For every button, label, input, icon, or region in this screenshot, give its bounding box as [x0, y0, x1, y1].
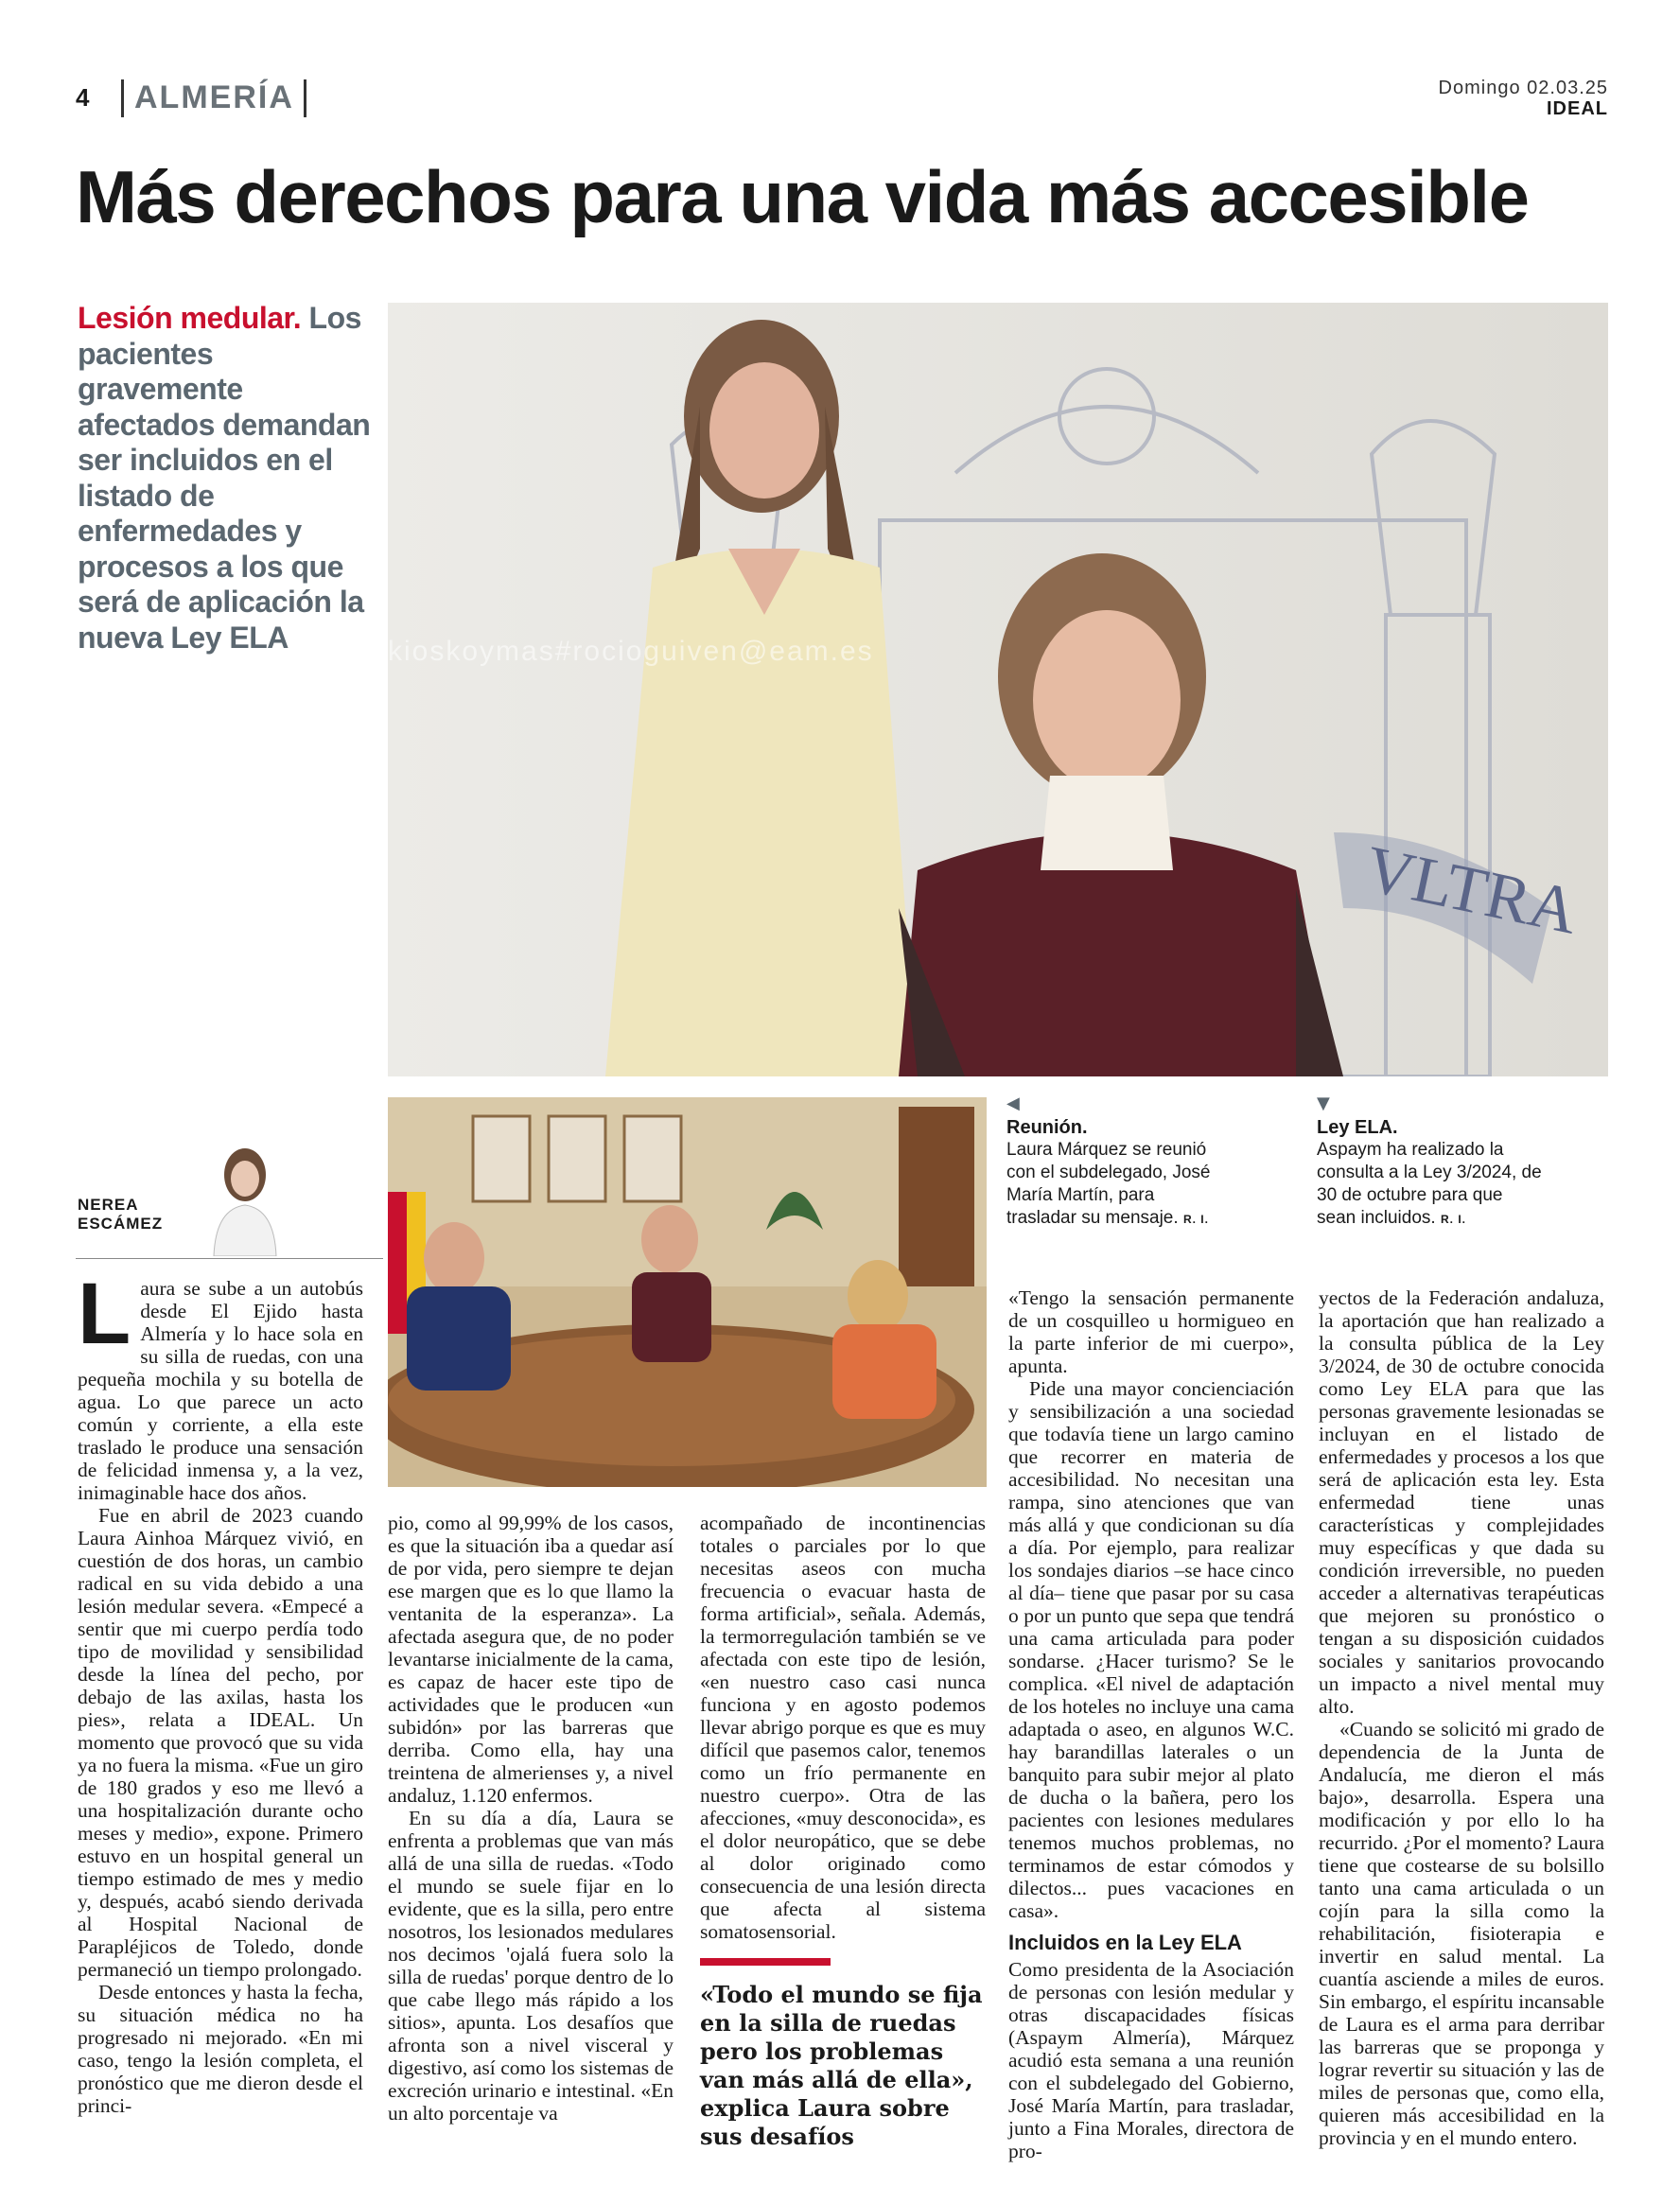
paragraph: «Tengo la sensación permanente de un cosquilleo u hormigueo en la parte inferior de mi cuerpo», apunta. — [1008, 1286, 1294, 1377]
article-column-3 — [700, 1512, 986, 1943]
caption-title: Ley ELA. — [1317, 1117, 1398, 1138]
watermark: kioskoymas#rocioguiven@eam.es — [388, 636, 874, 667]
photo-credit: R. I. — [1182, 1213, 1209, 1226]
drop-cap: L — [78, 1266, 131, 1362]
pull-quote: «Todo el mundo se fija en la silla de ruedas pero los problemas van más allá de ella», explica Laura sobre sus desafíos — [700, 1981, 983, 2150]
page-number: 4 — [76, 83, 90, 112]
paragraph: «Cuando se solicitó mi grado de dependencia de la Junta de Andalucía, me dieron el más bajo», desarrolla. Espera una modificación y por ello lo ha recurrido. ¿Por el momento? Laura tiene que costearse de su bolsillo tanto una cama articulada o un cojín para la silla como la rehabilitación, fisioterapia e invertir en salud mental. La cuantía asciende a miles de euros. Sin embargo, el espíritu incansable de Laura es el arma para derribar las barreras que se proponga y lograr revertir su situación y las de miles de personas que, como ella, quieren más accesibilidad en la provincia y en el mundo entero. — [1319, 1718, 1604, 2149]
byline-divider — [76, 1258, 383, 1259]
meeting-photo-illustration — [388, 1097, 987, 1487]
subhead-text: Los pacientes gravemente afectados demandan ser incluidos en el listado de enfermedades y procesos a los que será de aplicación la nueva Ley ELA — [78, 301, 371, 655]
paragraph: En su día a día, Laura se enfrenta a problemas que van más allá de una silla de ruedas. «Todo el mundo se suele fijar en lo evidente, que es la silla, pero entre nosotros, los lesionados medulares nos decimos 'ojalá fuera solo la silla de ruedas' porque dentro de lo que cabe llego más rápido a los sitios», apunta. Los desafíos que afronta son a nivel visceral y digestivo, así como los sistemas de excreción urinario e intestinal. «En un alto porcentaje va — [388, 1807, 674, 2125]
section-name: ALMERÍA — [134, 79, 294, 115]
section-heading: Incluidos en la Ley ELA — [1008, 1931, 1242, 1954]
pull-quote-bar — [700, 1958, 831, 1966]
caption-reunion — [1006, 1093, 1215, 1231]
caption-arrow-down-icon: ▼ — [1317, 1093, 1330, 1113]
issue-date: Domingo 02.03.25 — [1438, 78, 1608, 98]
paragraph: Pide una mayor concienciación y sensibilización a una sociedad que todavía tiene un largo camino que recorrer en materia de accesibilidad. No necesitan una rampa, sino atenciones que van más allá y que condicionan su día a día. Por ejemplo, para realizar los sondajes diarios –se hace cinco al día– tiene que pasar por su casa o por un punto que sepa que tendrá una cama articulada para poder sondarse. ¿Hacer turismo? Se le complica. «El nivel de adaptación de los hoteles no incluye una cama adaptada o aseo, en algunos W.C. hay barandillas laterales o un banquito para subir mejor al plato de ducha o la bañera, pero los pacientes con lesiones medulares tenemos muchos problemas, no terminamos de estar cómodos y dilectos... pues vacaciones en casa». — [1008, 1377, 1294, 1922]
svg-text:VLTRA: VLTRA — [1358, 832, 1584, 949]
article-column-5 — [1319, 1286, 1604, 2149]
caption-title: Reunión. — [1006, 1117, 1088, 1138]
meeting-photo — [388, 1097, 987, 1487]
section-divider-right — [304, 79, 306, 117]
caption-text: Laura Márquez se reunió con el subdelegado, José María Martín, para trasladar su mensaje. R. I. — [1006, 1140, 1211, 1228]
photo-credit: R. I. — [1440, 1213, 1466, 1226]
paragraph: Como presidenta de la Asociación de personas con lesión medular y otras discapacidades físicas (Aspaym Almería), Márquez acudió esta semana a una reunión con el subdelegado del Gobierno, José María Martín, para trasladar, junto a Fina Morales, directora de pro- — [1008, 1958, 1294, 2162]
caption-ley-ela — [1317, 1093, 1544, 1231]
article-column-1 — [78, 1266, 363, 2117]
paragraph: pio, como al 99,99% de los casos, es que la situación iba a quedar así de por vida, pero siempre te dejan ese margen que es lo que llamo la ventanita de la esperanza». La afectada asegura que, de no poder levantarse inicialmente de la cama, es capaz de hacer este tipo de actividades que le producen «un subidón» por las barreras que derriba. Como ella, hay una treintena de almerienses y, a nivel andaluz, 1.120 enfermos. — [388, 1512, 674, 1807]
paragraph: acompañado de incontinencias totales o parciales por lo que necesitas aseos con mucha frecuencia o evacuar hasta de forma artificial», señala. Además, la termorregulación también se ve afectada con este tipo de lesión, «en nuestro caso casi nunca funciona y en agosto podemos llevar abrigo porque es que es muy difícil que pasemos calor, tenemos como un frío permanente en nuestro cuerpo». Otra de las afecciones, «muy desconocida», es el dolor neuropático, que se debe al dolor originado como consecuencia de una lesión directa que afecta al sistema somatosensorial. — [700, 1512, 986, 1943]
author-avatar — [206, 1143, 284, 1256]
author-byline: NEREA ESCÁMEZ — [78, 1196, 164, 1233]
subhead-kicker: Lesión medular. — [78, 301, 302, 335]
paragraph: Fue en abril de 2023 cuando Laura Ainhoa Márquez vivió, en cuestión de dos horas, un cambio radical en su vida debido a una lesión medular severa. «Empecé a sentir que mi cuerpo perdía todo tipo de movilidad y sensibilidad desde la línea del pecho, por debajo de las axilas, hasta los pies», relata a IDEAL. Un momento que provocó que su vida ya no fuera la misma. «Fue un giro de 180 grados y eso me llevó a una hospitalización durante ocho meses y medio», expone. Primero estuvo en un hospital general un tiempo estimado de mes y medio y, después, acabó siendo derivada al Hospital Nacional de Parapléjicos de Toledo, donde permaneció un tiempo prolongado. — [78, 1504, 363, 1981]
article-column-4 — [1008, 1286, 1294, 2162]
paragraph: Desde entonces y hasta la fecha, su situación médica no ha progresado ni mejorado. «En mi caso, tengo la lesión completa, el pronóstico que me dieron desde el princi- — [78, 1981, 363, 2117]
section-divider-left — [121, 79, 124, 117]
headline: Más derechos para una vida más accesible — [76, 155, 1529, 238]
paragraph: Laura se sube a un autobús desde El Ejido hasta Almería y lo hace sola en su silla de ruedas, con una pequeña mochila y su botella de agua. Lo que parece un acto común y corriente, a ella este traslado le produce una sensación de felicidad inmensa y, a la vez, inimaginable hace dos años. — [78, 1266, 363, 1504]
subheadline — [78, 301, 376, 656]
article-column-2 — [388, 1512, 674, 2125]
caption-text: Aspaym ha realizado la consulta a la Ley 3/2024, de 30 de octubre para que sean incluidos. R. I. — [1317, 1140, 1542, 1228]
paragraph: yectos de la Federación andaluza, la aportación que han realizado a la consulta pública de la Ley 3/2024, de 30 de octubre conocida como Ley ELA para que las personas gravemente lesionadas se incluyan en el listado de enfermedades y procesos a los que será de aplicación esta ley. Esta enfermedad tiene unas características y complejidades muy específicas y que dada su condición irreversible, no pueden acceder a alternativas terapéuticas que mejoren su pronóstico o tengan a su disposición cuidados sociales y sanitarios provocando un impacto a nivel mental muy alto. — [1319, 1286, 1604, 1718]
newspaper-name: IDEAL — [1547, 98, 1608, 119]
main-photo — [388, 303, 1608, 1076]
main-photo-illustration — [388, 303, 1608, 1076]
caption-arrow-left-icon: ◀ — [1006, 1093, 1020, 1113]
